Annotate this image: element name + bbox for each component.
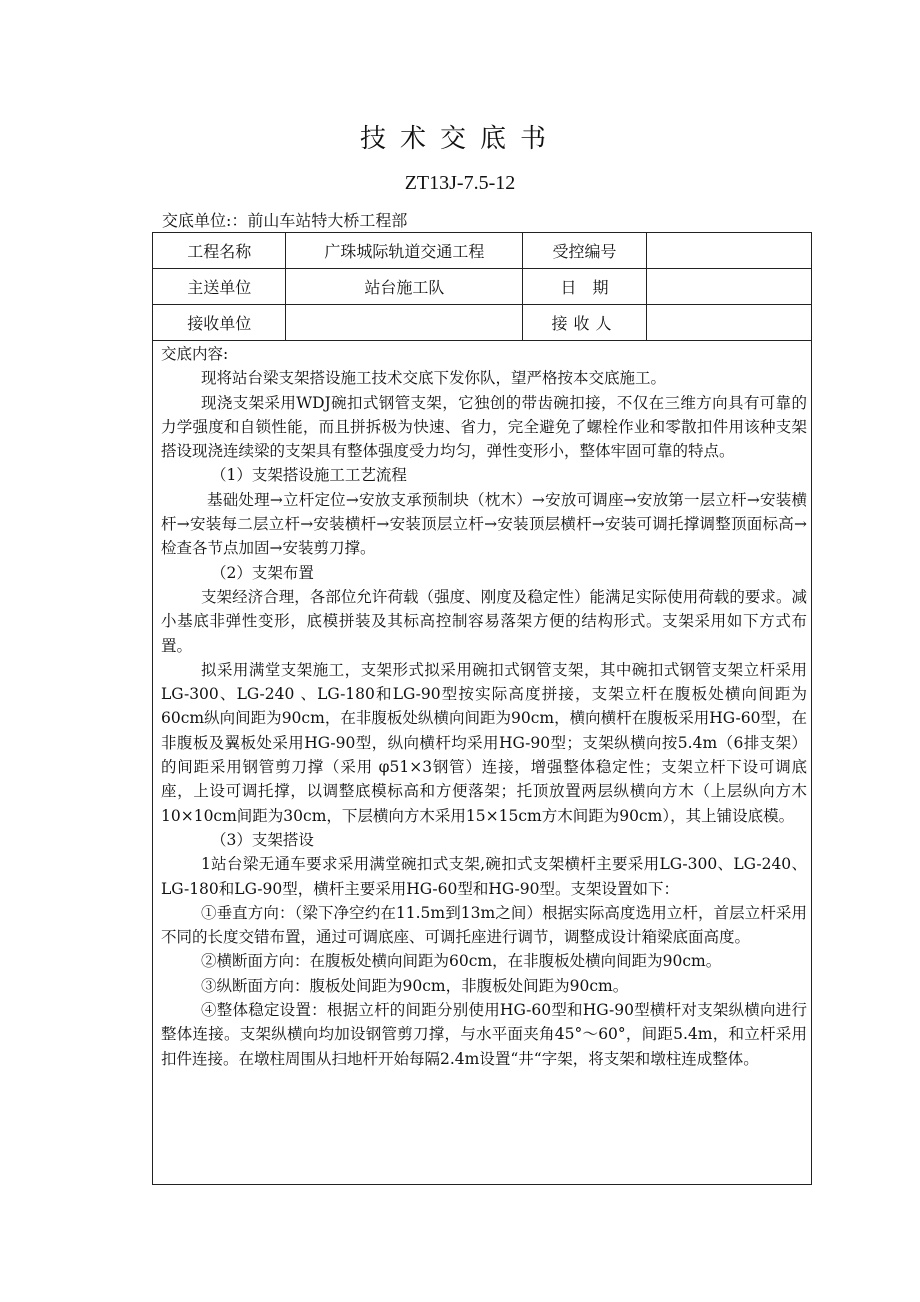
table-row <box>153 305 812 341</box>
header-table <box>152 232 812 341</box>
document-title: 技术交底书 <box>359 124 560 154</box>
paragraph-erection-overview: 1站台梁无通车要求采用满堂碗扣式支架,碗扣式支架横杆主要采用LG-300、LG-240、LG-180和LG-90型，横杆主要采用HG-60型和HG-90型。支架设置如下： <box>161 855 807 898</box>
paragraph-support-description: 现浇支架采用WDJ碗扣式钢管支架，它独创的带齿碗扣接，不仅在三维方向具有可靠的力学强度和自锁性能，而且拼拆极为快速、省力，完全避免了螺栓作业和零散扣件用该种支架搭设现浇连续梁的支架具有整体强度受力均匀，弹性变形小，整体牢固可靠的特点。 <box>161 393 807 461</box>
date-label: 日 期 <box>523 269 647 305</box>
control-number-value <box>646 233 811 269</box>
date-value <box>646 269 811 305</box>
issuing-unit: 交底单位:：前山车站特大桥工程部 <box>162 211 408 230</box>
section-heading-3: （3）支架搭设 <box>211 830 314 849</box>
paragraph-cross-section: ②横断面方向：在腹板处横向间距为60cm，在非腹板处横向间距为90cm。 <box>201 952 722 971</box>
paragraph-vertical-direction: ①垂直方向：（梁下净空约在11.5m到13m之间）根据实际高度选用立杆，首层立杆采用不同的长度交错布置，通过可调底座、可调托座进行调节，调整成设计箱梁底面高度。 <box>161 903 807 947</box>
main-recipient-value: 站台施工队 <box>286 269 523 305</box>
main-recipient-label: 主送单位 <box>153 269 286 305</box>
section-heading-2: （2）支架布置 <box>211 563 314 582</box>
project-name-value: 广珠城际轨道交通工程 <box>286 233 523 269</box>
paragraph-longitudinal-section: ③纵断面方向：腹板处间距为90cm，非腹板处间距为90cm。 <box>201 976 629 995</box>
receiving-unit-label: 接收单位 <box>153 305 286 341</box>
receiver-value <box>646 305 811 341</box>
paragraph-layout-details: 拟采用满堂支架施工，支架形式拟采用碗扣式钢管支架，其中碗扣式钢管支架立杆采用LG-300、LG-240 、LG-180和LG-90型按实际高度拼接，支架立杆在腹板处横向间距为60cm纵向间距为90cm，在非腹板处纵横向间距为90cm，横向横杆在腹板采用HG-60型，在非腹板及翼板处采用HG-90型，纵向横杆均采用HG-90型；支架纵横向按5.4m（6排支架）的间距采用钢管剪刀撑（采用 φ51×3钢管）连接，增强整体稳定性；支架立杆下设可调底座，上设可调托撑，以调整底模标高和方便落架；托顶放置两层纵横向方木（上层纵向方木10×10cm间距为30cm，下层横向方木采用15×15cm方木间距为90cm），其上铺设底模。 <box>161 660 807 825</box>
table-row <box>153 233 812 269</box>
document-number: ZT13J-7.5-12 <box>404 172 516 194</box>
receiver-label: 接收人 <box>523 305 647 341</box>
paragraph-process-flow: 基础处理→立杆定位→安放支承预制块（枕木）→安放可调座→安放第一层立杆→安装横杆→安装每二层立杆→安装横杆→安装顶层立杆→安装顶层横杆→安装可调托撑调整顶面标高→检查各节点加固→安装剪刀撑。 <box>161 490 807 558</box>
section-heading-1: （1）支架搭设施工工艺流程 <box>211 466 407 485</box>
table-row <box>153 269 812 305</box>
paragraph-layout-requirements: 支架经济合理，各部位允许荷载（强度、刚度及稳定性）能满足实际使用荷载的要求。减小基底非弹性变形，底模拼装及其标高控制容易落架方便的结构形式。支架采用如下方式布置。 <box>161 587 807 655</box>
paragraph-stability: ④整体稳定设置：根据立杆的间距分别使用HG-60型和HG-90型横杆对支架纵横向进行整体连接。支架纵横向均加设钢管剪刀撑，与水平面夹角45°～60°，间距5.4m，和立杆采用扣件连接。在墩柱周围从扫地杆开始每隔2.4m设置“井“字架，将支架和墩柱连成整体。 <box>161 1001 807 1068</box>
paragraph-intro: 现将站台梁支架搭设施工技术交底下发你队，望严格按本交底施工。 <box>201 369 667 388</box>
content-body <box>161 342 807 1071</box>
content-box <box>152 340 812 1185</box>
receiving-unit-value <box>286 305 523 341</box>
control-number-label: 受控编号 <box>523 233 647 269</box>
content-heading: 交底内容: <box>161 345 229 363</box>
project-name-label: 工程名称 <box>153 233 286 269</box>
